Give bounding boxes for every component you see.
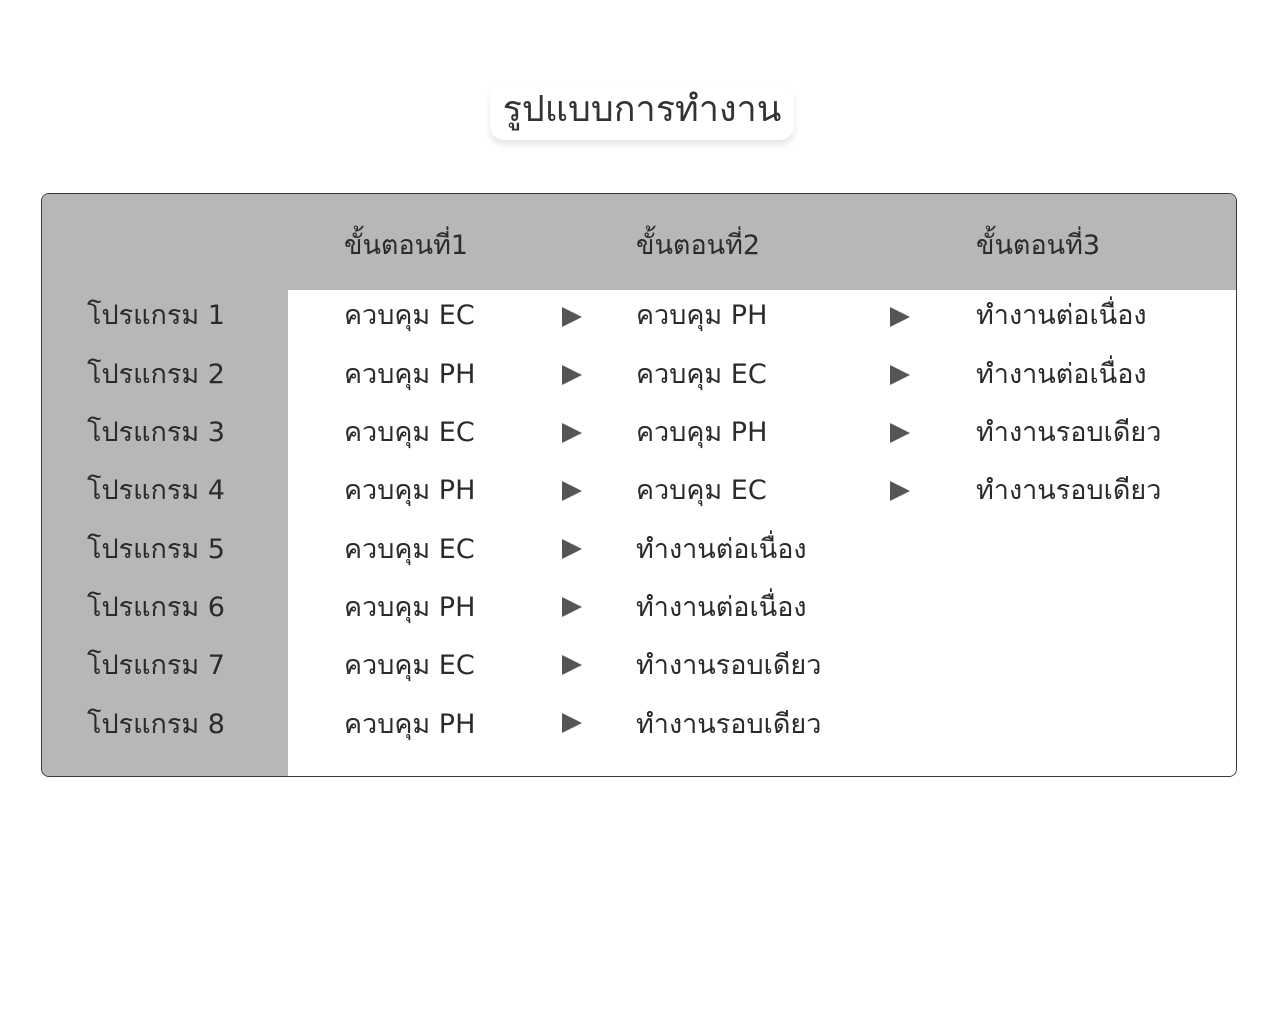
title-card: [490, 84, 794, 140]
row-step2: ทำงานต่อเนื่อง: [636, 534, 807, 565]
row-step1: ควบคุม EC: [344, 417, 475, 448]
row-step2: ควบคุม PH: [636, 300, 768, 331]
row-step3: ทำงานรอบเดียว: [976, 417, 1162, 448]
header-step-2: ขั้นตอนที่2: [636, 230, 761, 261]
row-step3: ทำงานต่อเนื่อง: [976, 359, 1147, 390]
row-step1: ควบคุม EC: [344, 650, 475, 681]
play-arrow-icon: [890, 481, 910, 501]
play-arrow-icon: [890, 365, 910, 385]
play-arrow-icon: [562, 713, 582, 733]
row-step2: ทำงานต่อเนื่อง: [636, 592, 807, 623]
play-arrow-icon: [562, 597, 582, 617]
row-label: โปรแกรม 7: [87, 650, 225, 681]
program-table: [41, 193, 1237, 777]
row-step2: ควบคุม PH: [636, 417, 768, 448]
row-step2: ทำงานรอบเดียว: [636, 709, 822, 740]
row-step1: ควบคุม PH: [344, 592, 476, 623]
header-step-3: ขั้นตอนที่3: [976, 230, 1101, 261]
row-label: โปรแกรม 5: [87, 534, 225, 565]
play-arrow-icon: [890, 307, 910, 327]
row-label: โปรแกรม 2: [87, 359, 225, 390]
row-step2: ควบคุม EC: [636, 475, 767, 506]
row-step3: ทำงานต่อเนื่อง: [976, 300, 1147, 331]
header-step-1: ขั้นตอนที่1: [344, 230, 469, 261]
row-step1: ควบคุม PH: [344, 475, 476, 506]
play-arrow-icon: [562, 365, 582, 385]
play-arrow-icon: [562, 307, 582, 327]
row-label: โปรแกรม 3: [87, 417, 225, 448]
row-label: โปรแกรม 1: [87, 300, 225, 331]
row-step1: ควบคุม EC: [344, 300, 475, 331]
row-label: โปรแกรม 6: [87, 592, 225, 623]
row-step1: ควบคุม PH: [344, 359, 476, 390]
play-arrow-icon: [890, 423, 910, 443]
row-label: โปรแกรม 8: [87, 709, 225, 740]
row-step2: ควบคุม EC: [636, 359, 767, 390]
row-step3: ทำงานรอบเดียว: [976, 475, 1162, 506]
row-step1: ควบคุม PH: [344, 709, 476, 740]
row-step2: ทำงานรอบเดียว: [636, 650, 822, 681]
row-label: โปรแกรม 4: [87, 475, 225, 506]
play-arrow-icon: [562, 481, 582, 501]
play-arrow-icon: [562, 655, 582, 675]
row-step1: ควบคุม EC: [344, 534, 475, 565]
play-arrow-icon: [562, 539, 582, 559]
play-arrow-icon: [562, 423, 582, 443]
page-title: รูปแบบการทำงาน: [502, 89, 782, 130]
